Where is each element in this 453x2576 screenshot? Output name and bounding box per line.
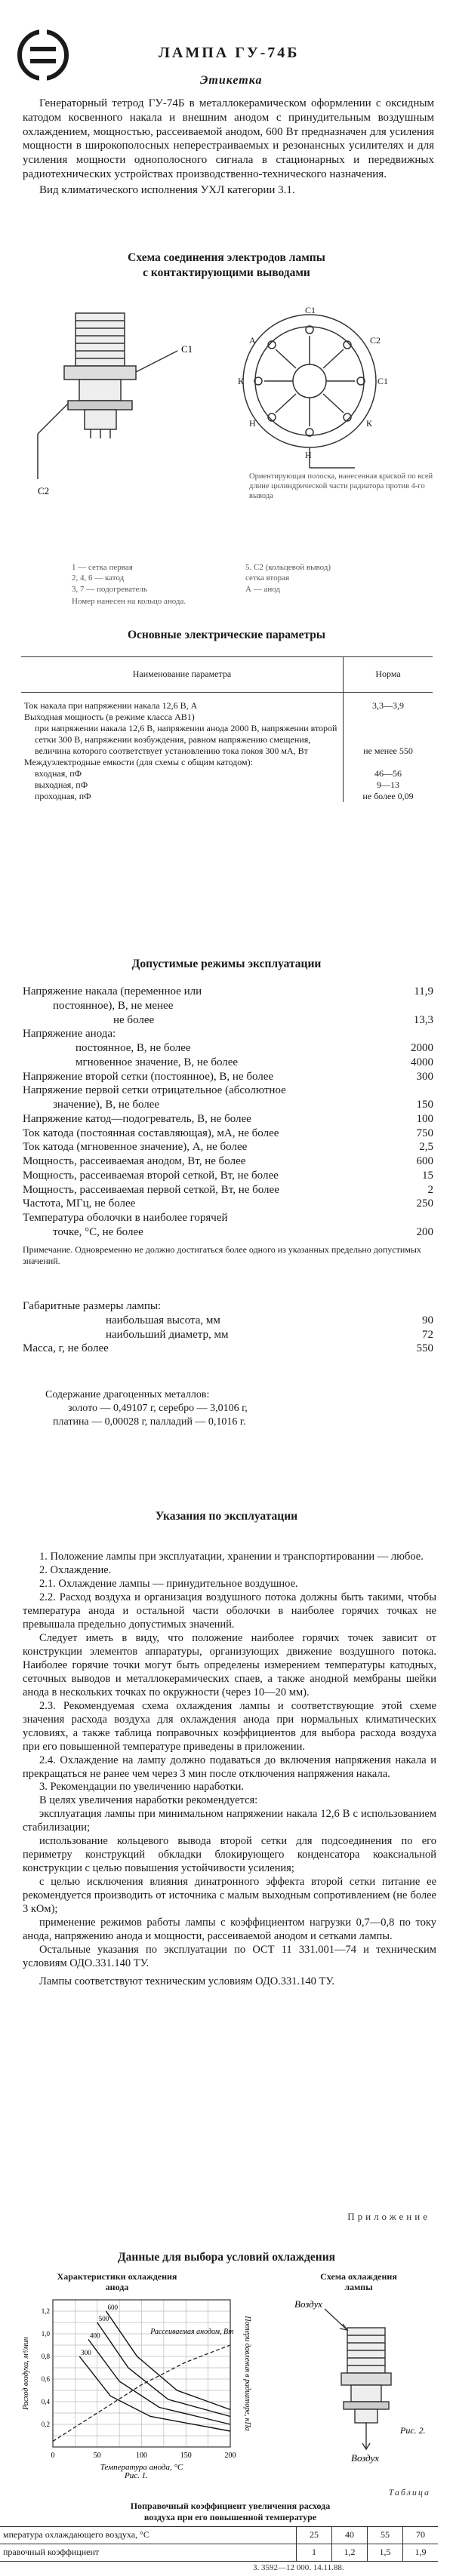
series-label: 600 <box>107 2304 118 2311</box>
limit-row <box>23 1140 438 1154</box>
limit-label: Частота, МГц, не более <box>23 1197 136 1210</box>
instruction-paragraph: с целью исключения влияния динатронного эффекта второй сетки питание ее рекомендуется производить от источника с малым выходным сопротивлением (не более 3 кОм); <box>23 1876 436 1916</box>
instruction-paragraph: 2. Охлаждение. <box>39 1563 112 1576</box>
exploitation-instructions <box>23 1551 436 1989</box>
y-axis-label-right: Потери давления в радиаторе, кПа <box>243 2316 251 2431</box>
limit-value: 15 <box>422 1169 433 1182</box>
series-line-600 <box>106 2311 234 2410</box>
limit-row <box>23 1169 438 1183</box>
correction-coefficient-table <box>0 2526 438 2562</box>
instruction-paragraph: 2.2. Расход воздуха и организация воздушного потока должны быть такими, чтобы температура анода и остальной части оболочки в наиболее горячих точках не превышала предельно допустимых значений. <box>23 1591 436 1631</box>
intro-paragraph: Вид климатического исполнения УХЛ категории 3.1. <box>39 183 295 196</box>
table-row: входная, пФ 46—56 <box>21 768 433 779</box>
pin-legend-row <box>72 573 434 583</box>
air-label: Воздух <box>294 2298 322 2310</box>
limit-label: Мощность, рассеиваемая анодом, Вт, не более <box>23 1155 246 1167</box>
limit-value: 250 <box>416 1197 433 1210</box>
table-row: проходная, пФ не более 0,09 <box>21 791 433 802</box>
pin-number-note: Номер нанесен на кольцо анода. <box>72 597 186 606</box>
instruction-paragraph: 2.3. Рекомендуемая схема охлаждения лампы и соответствующие этой схеме значения расхода воздуха для охлаждения анода при нормальных климатических условиях, а также таблица поправочных коэффициентов для выбора расхода воздуха при его повышенной температуре приведены в приложении. <box>23 1699 436 1753</box>
limit-label: значение), В, не более <box>53 1099 160 1111</box>
limit-label: Напряжение второй сетки (постоянное), В, не более <box>23 1070 274 1083</box>
limit-value: 600 <box>416 1155 433 1167</box>
limit-value: 2000 <box>411 1042 433 1054</box>
limit-value <box>381 1211 438 1225</box>
y-axis-label-left: Расход воздуха, м³/мин <box>22 2337 30 2410</box>
series-label: 300 <box>81 2349 91 2356</box>
limit-value <box>381 1084 438 1098</box>
pin-legend-right: сетка вторая <box>245 573 290 583</box>
metals-heading: Содержание драгоценных металлов: <box>45 1389 210 1400</box>
column-header-name: Наименование параметра <box>21 657 344 693</box>
pin-label: С1 <box>305 305 316 315</box>
table-row: Ток накала при напряжении накала 12,6 В, А 3,3—3,9 <box>21 693 433 712</box>
limit-value: 2 <box>427 1183 433 1196</box>
limit-row <box>23 1127 438 1141</box>
y-tick-label: 0,4 <box>41 2398 50 2405</box>
table-row: при напряжении накала 12,6 В, напряжении анода 2000 В, напряжении второй сетки 300 В, напряжении возбуждения, равном напряжению смещения, величина которого соответствует установлению тока покоя 300 мА, Вт не менее 550 <box>21 723 433 757</box>
x-tick-label: 100 <box>136 2452 147 2460</box>
electrical-parameters-table <box>21 656 433 802</box>
series-label: 400 <box>90 2332 100 2340</box>
document-subtitle: Этикетка <box>200 74 263 87</box>
intro-text <box>23 97 434 198</box>
fig1-caption: Рис. 1. <box>125 2471 148 2480</box>
limit-label: постоянное), В, не менее <box>53 999 174 1012</box>
instruction-paragraph: использование кольцевого вывода второй сетки для подсоединения по его периметру конструкций обкладки блокирующего конденсатора коаксиальной конструкции с целью повышения устойчивости усиления; <box>23 1835 436 1875</box>
instruction-paragraph: эксплуатация лампы при минимальном напряжении накала 12,6 В с использованием стабилизации; <box>23 1808 436 1834</box>
limit-row <box>23 1013 438 1028</box>
y-tick-label: 0,6 <box>41 2375 50 2383</box>
metals-line: платина — 0,00028 г, палладий — 0,1016 г. <box>53 1416 246 1428</box>
pin-label: С1 <box>378 376 389 386</box>
limit-label: Температура оболочки в наиболее горячей <box>23 1212 228 1224</box>
pin-label: К <box>238 376 245 386</box>
limit-value <box>381 999 438 1013</box>
instruction-paragraph: 1. Положение лампы при эксплуатации, хранении и транспортировании — любое. <box>39 1551 424 1563</box>
table-row: мпература охлаждающего воздуха, °С 25 40 55 70 <box>0 2527 438 2544</box>
limit-label: Напряжение катод—подогреватель, В, не более <box>23 1112 251 1125</box>
dimensions-label: Габаритные размеры лампы: <box>23 1300 162 1312</box>
table-label: Таблица <box>388 2487 430 2498</box>
limits-note: Примечание. Одновременно не должно достигаться более одного из указанных предельно допустимых значений. <box>23 1243 421 1266</box>
limit-row <box>23 1112 438 1127</box>
document-title: ЛАМПА ГУ-74Б <box>159 45 300 61</box>
fig2-title: Схема охлаждения лампы <box>320 2271 397 2293</box>
cooling-chart <box>19 2292 260 2481</box>
instruction-paragraph: 2.1. Охлаждение лампы — принудительное воздушное. <box>39 1577 298 1590</box>
pin-legend-left: 3, 7 — подогреватель <box>72 584 147 594</box>
pin-legend-left: 1 — сетка первая <box>72 563 133 572</box>
limit-value: 300 <box>416 1070 433 1083</box>
manufacturer-logo <box>17 29 69 81</box>
pin-legend-right: А — анод <box>245 584 280 594</box>
limit-label: Ток катода (постоянная составляющая), мА, не более <box>23 1127 279 1139</box>
series-line-400 <box>88 2340 230 2425</box>
limit-row <box>23 985 438 999</box>
table-caption: Поправочный коэффициент увеличения расхода воздуха при его повышенной температуре <box>130 2501 331 2522</box>
limit-value: 750 <box>416 1127 433 1139</box>
base-view-drawing <box>243 315 376 468</box>
limit-row <box>23 1211 438 1225</box>
label-c1: С1 <box>181 343 193 355</box>
y-tick-label: 1,2 <box>41 2307 50 2315</box>
dimension-row: Масса, г, не более 550 <box>23 1342 433 1355</box>
metals-line: золото — 0,49107 г, серебро — 3,0106 г, <box>68 1403 248 1415</box>
limit-label: Напряжение накала (переменное или <box>23 985 202 998</box>
limit-row <box>23 1084 438 1098</box>
limit-row <box>23 1197 438 1211</box>
pin-label: Н <box>249 418 256 429</box>
limit-label: точке, °С, не более <box>53 1225 143 1238</box>
limit-row <box>23 1154 438 1169</box>
air-label: Воздух <box>351 2452 379 2464</box>
limit-row <box>23 1041 438 1056</box>
limit-value: 200 <box>416 1225 433 1238</box>
pin-legend-row <box>72 562 434 573</box>
limit-label: Мощность, рассеиваемая второй сеткой, Вт, не более <box>23 1169 279 1182</box>
limit-value: 2,5 <box>419 1141 433 1154</box>
fig2-caption: Рис. 2. <box>400 2425 426 2436</box>
fig1-title: Характеристики охлаждения анода <box>57 2271 177 2293</box>
exploitation-heading: Указания по эксплуатации <box>155 1510 298 1523</box>
limit-label: постоянное, В, не более <box>76 1042 191 1054</box>
instruction-paragraph: применение режимов работы лампы с коэффициентом нагрузки 0,7—0,8 по току анода, напряжению анода и мощности, рассеиваемой анодом и сетками лампы. <box>23 1917 436 1943</box>
cooling-scheme-drawing <box>279 2294 438 2467</box>
x-tick-label: 0 <box>51 2452 55 2460</box>
table-row: выходная, пФ 9—13 <box>21 779 433 791</box>
pin-label: С2 <box>370 335 381 346</box>
dimension-row: наибольшая высота, мм 90 <box>106 1314 433 1326</box>
pin-label: Н <box>305 450 312 460</box>
limit-row <box>23 1056 438 1070</box>
limit-label: Мощность, рассеиваемая первой сеткой, Вт, не более <box>23 1183 279 1196</box>
limit-label: мгновенное значение, В, не более <box>76 1056 239 1068</box>
limit-value: 11,9 <box>414 985 433 998</box>
dimensions-block <box>23 1299 438 1356</box>
pin-label: А <box>249 335 256 346</box>
x-axis-label: Температура анода, °С <box>100 2463 183 2472</box>
limit-row <box>23 1070 438 1084</box>
limit-value: 150 <box>416 1099 433 1111</box>
y-tick-label: 1,0 <box>41 2330 50 2338</box>
instruction-paragraph: В целях увеличения наработки рекомендуется: <box>39 1794 258 1807</box>
x-tick-label: 50 <box>93 2452 101 2460</box>
table-row: правочный коэффициент 1 1,2 1,5 1,9 <box>0 2544 438 2562</box>
limit-label: Напряжение анода: <box>23 1028 116 1041</box>
limit-value <box>381 1027 438 1041</box>
series-title: Рассеиваемая анодом, Вт <box>150 2328 234 2336</box>
cooling-heading: Данные для выбора условий охлаждения <box>117 2251 336 2264</box>
x-tick-label: 150 <box>180 2452 192 2460</box>
instruction-paragraph: Остальные указания по эксплуатации по ОСТ 11 331.001—74 и техническим условиям ОДО.331.140 ТУ. <box>23 1944 436 1970</box>
x-tick-label: 200 <box>224 2452 236 2460</box>
limit-value: 4000 <box>411 1056 433 1068</box>
column-header-norm: Норма <box>344 657 433 693</box>
label-c2: С2 <box>38 485 50 496</box>
electrical-heading: Основные электрические параметры <box>128 629 325 641</box>
limit-label: не более <box>113 1013 155 1026</box>
appendix-label: Приложение <box>347 2211 430 2222</box>
limit-row <box>23 1098 438 1112</box>
limit-row <box>23 999 438 1013</box>
y-tick-label: 0,8 <box>41 2353 50 2360</box>
limit-value: 13,3 <box>413 1013 433 1026</box>
electrode-connection-diagram <box>23 283 445 555</box>
dimension-row: наибольший диаметр, мм 72 <box>106 1328 433 1341</box>
pin-label: К <box>366 418 373 429</box>
lamp-side-drawing <box>38 313 177 479</box>
diagram-heading-2: с контактирующими выводами <box>143 266 310 279</box>
limit-row <box>23 1225 438 1240</box>
limit-value: 100 <box>416 1112 433 1125</box>
operating-limits-list <box>23 985 438 1267</box>
table-row: Выходная мощность (в режиме класса АВ1) <box>21 712 433 723</box>
pin-legend-row <box>72 584 434 595</box>
orientation-note: Ориентирующая полоска, нанесенная краской по всей длине цилиндрической части радиатора против 4-го вывода <box>249 472 433 501</box>
limit-label: Ток катода (мгновенное значение), А, не более <box>23 1141 248 1154</box>
series-label: 500 <box>98 2315 109 2322</box>
pin-legend-right: 5. С2 (кольцевой вывод) <box>245 563 331 572</box>
instruction-paragraph: Лампы соответствуют техническим условиям ОДО.331.140 ТУ. <box>39 1975 334 1988</box>
pin-legend <box>72 562 434 595</box>
limit-row <box>23 1027 438 1041</box>
table-row: Междуэлектродные емкости (для схемы с общим катодом): <box>21 757 433 768</box>
instruction-paragraph: 2.4. Охлаждение на лампу должно подаваться до включения напряжения накала и прекращаться не ранее чем через 3 мин после отключения напряжения накала. <box>23 1754 436 1780</box>
limits-heading: Допустимые режимы эксплуатации <box>131 958 322 970</box>
diagram-heading-1: Схема соединения электродов лампы <box>128 251 325 264</box>
instruction-paragraph: Следует иметь в виду, что положение наиболее горячих точек зависит от конструкции элементов аппаратуры, организующих движение воздушного потока. Наиболее горячие точки могут быть определены измерением температуры катодных, сеточных выводов и металлокерамических спаев, а также анодной мембраны шейки анода в нескольких точках по окружности (через 10—20 мм). <box>23 1631 436 1698</box>
pin-legend-left: 2, 4, 6 — катод <box>72 573 125 583</box>
y-tick-label: 0,2 <box>41 2421 50 2428</box>
intro-paragraph: Генераторный тетрод ГУ-74Б в металлокерамическом оформлении с оксидным катодом косвенного накала и внешним анодом с принудительным воздушным охлаждением, мощностью, рассеиваемой анодом, 600 Вт предназначен для усиления мощности в широкополосных неперестраиваемых и резонансных усилителях и для усиления мощности однополосного сигнала в стационарных и передвижных радиотехнических устройствах производственно-технического назначения. <box>23 97 434 180</box>
precious-metals-block <box>45 1388 438 1430</box>
limit-label: Напряжение первой сетки отрицательное (абсолютное <box>23 1084 286 1097</box>
print-code: 3. 3592—12 000. 14.11.88. <box>253 2563 344 2572</box>
instruction-paragraph: 3. Рекомендации по увеличению наработки. <box>39 1781 245 1794</box>
limit-row <box>23 1183 438 1197</box>
